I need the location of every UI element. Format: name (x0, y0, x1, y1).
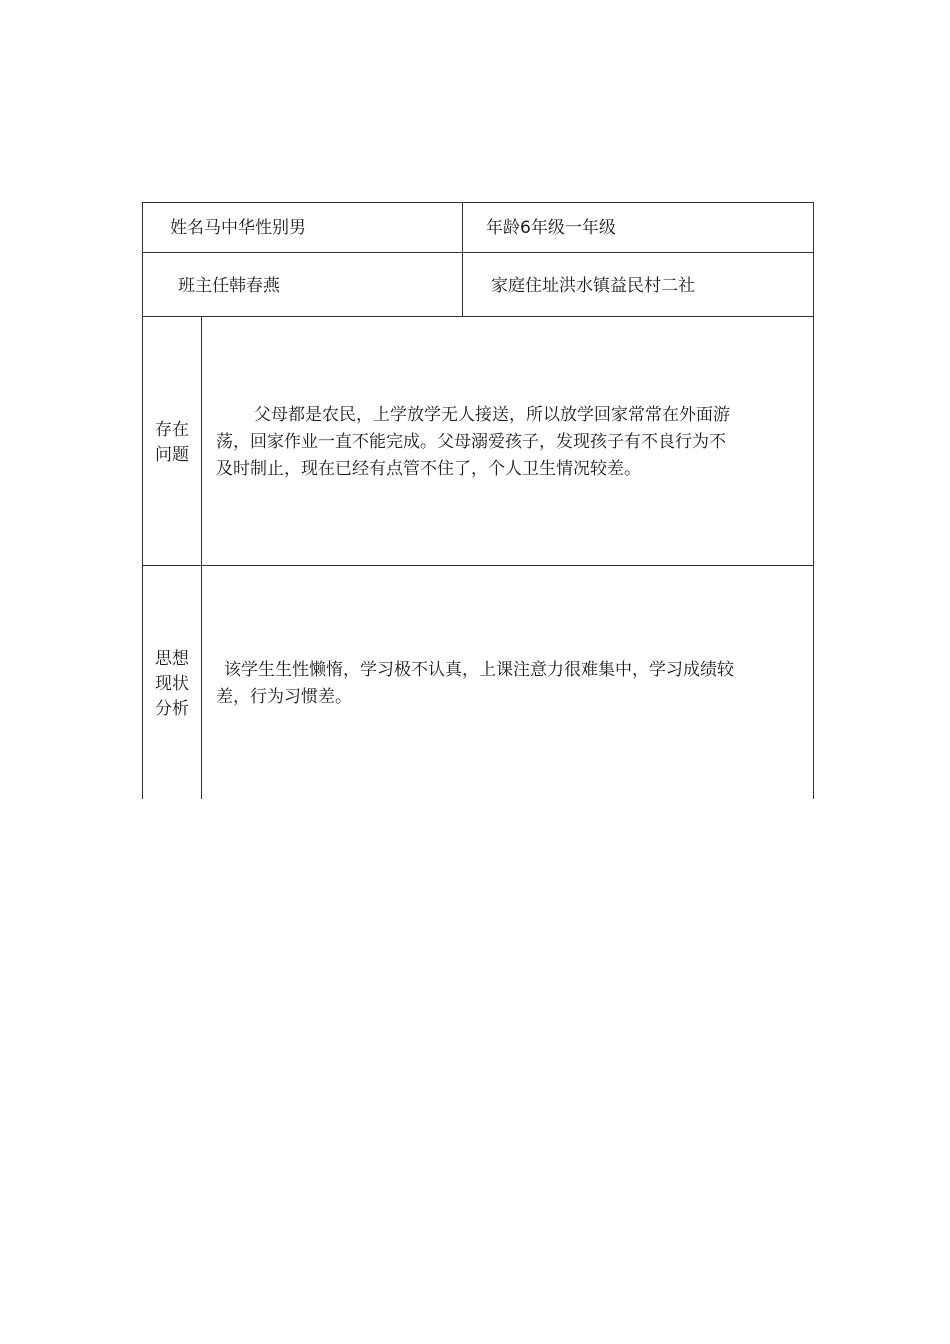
analysis-label-line3: 分析 (155, 699, 189, 719)
analysis-label-line1: 思想 (155, 649, 189, 669)
name-gender-cell: 姓名马中华性别男 (170, 218, 306, 238)
analysis-text (216, 657, 800, 711)
problems-line-3: 及时制止，现在已经有点管不住了，个人卫生情况较差。 (216, 459, 641, 479)
problems-label (151, 418, 193, 468)
analysis-line-2: 差，行为习惯差。 (216, 687, 352, 707)
student-info-form (142, 202, 814, 799)
row2-bottom-border (142, 316, 814, 317)
problems-line-1: 父母都是农民，上学放学无人接送，所以放学回家常常在外面游 (254, 405, 730, 425)
head-teacher-cell: 班主任韩春燕 (178, 276, 280, 296)
table-right-border (813, 202, 814, 799)
problems-text (216, 402, 800, 483)
analysis-label (151, 647, 193, 722)
row1-bottom-border (142, 252, 814, 253)
table-left-border (142, 202, 143, 799)
table-top-border (142, 202, 814, 203)
problems-line-2: 荡，回家作业一直不能完成。父母溺爱孩子，发现孩子有不良行为不 (216, 432, 726, 452)
home-address-cell: 家庭住址洪水镇益民村二社 (491, 276, 695, 296)
age-grade-cell: 年龄6年级一年级 (486, 218, 616, 238)
problems-label-line1: 存在 (155, 420, 189, 440)
problems-bottom-border (142, 565, 814, 566)
header-column-divider (462, 202, 463, 317)
problems-label-line2: 问题 (155, 445, 189, 465)
label-column-divider (201, 316, 202, 799)
analysis-label-line2: 现状 (155, 674, 189, 694)
analysis-line-1: 该学生生性懒惰，学习极不认真，上课注意力很难集中，学习成绩较 (224, 660, 734, 680)
